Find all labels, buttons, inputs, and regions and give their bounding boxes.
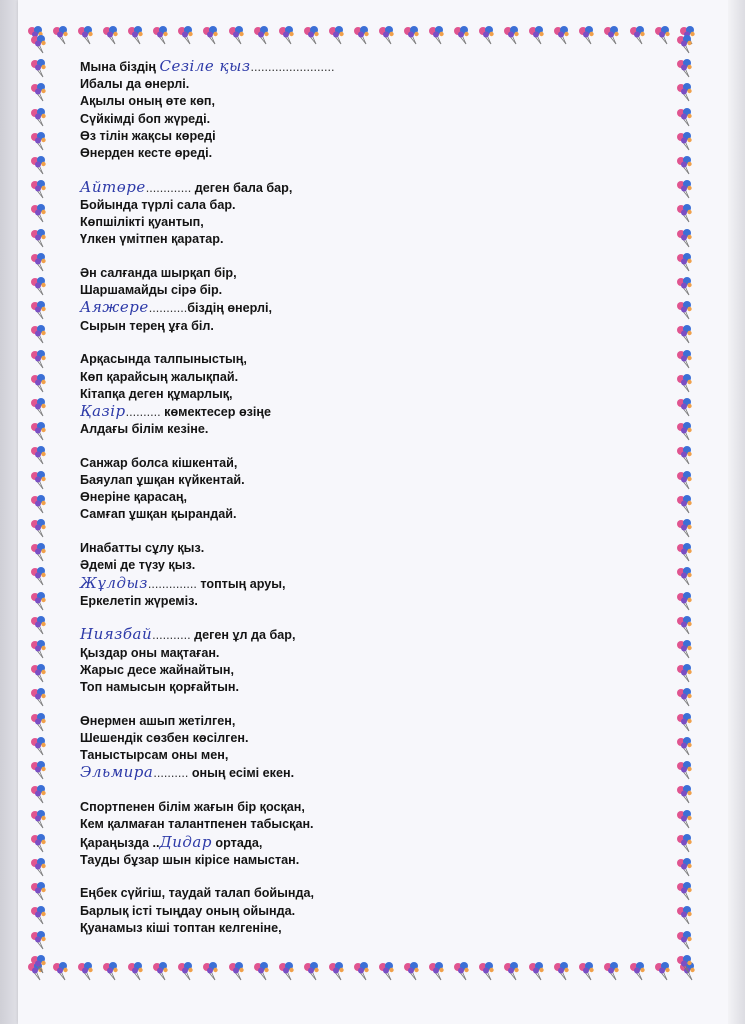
line-prefix: Қараңызда .. <box>80 835 160 850</box>
poem-line: Өнерден кесте өреді. <box>80 146 213 161</box>
balloon-cluster-icon <box>29 542 49 562</box>
poem-stanza <box>80 179 640 249</box>
balloon-cluster-icon <box>327 25 347 45</box>
handwritten-name: Аяжере <box>80 298 149 317</box>
balloon-cluster-icon <box>452 25 472 45</box>
balloon-cluster-icon <box>675 712 695 732</box>
poem-line <box>80 299 640 317</box>
balloon-cluster-icon <box>675 760 695 780</box>
poem-line: Өнермен ашып жетілген, <box>80 713 236 728</box>
balloon-cluster-icon <box>29 300 49 320</box>
balloon-cluster-icon <box>675 397 695 417</box>
balloon-cluster-icon <box>29 712 49 732</box>
balloon-cluster-icon <box>29 131 49 151</box>
balloon-border-right <box>672 34 698 974</box>
balloon-cluster-icon <box>675 494 695 514</box>
poem-line: Кем қалмаған талантпенен табысқан. <box>80 817 314 832</box>
balloon-cluster-icon <box>29 566 49 586</box>
line-suffix: оның есімі екен. <box>188 766 295 781</box>
balloon-cluster-icon <box>552 25 572 45</box>
balloon-cluster-icon <box>151 25 171 45</box>
balloon-cluster-icon <box>29 58 49 78</box>
line-prefix: Мына біздің <box>80 60 160 74</box>
poem-line: Ибалы да өнерлі. <box>80 77 190 92</box>
blank-dots: .............. <box>147 576 197 591</box>
balloon-cluster-icon <box>675 58 695 78</box>
poem-line: Еңбек сүйгіш, таудай талап бойында, <box>80 886 315 901</box>
handwritten-name: Дидар <box>159 832 212 851</box>
balloon-cluster-icon <box>29 470 49 490</box>
poem-line: Ақылы оның өте көп, <box>80 94 216 109</box>
balloon-cluster-icon <box>675 470 695 490</box>
balloon-cluster-icon <box>602 961 622 981</box>
balloon-cluster-icon <box>29 179 49 199</box>
balloon-cluster-icon <box>675 203 695 223</box>
balloon-cluster-icon <box>29 252 49 272</box>
balloon-cluster-icon <box>352 961 372 981</box>
poem-line: Шаршамайды сірә бір. <box>80 283 223 298</box>
balloon-cluster-icon <box>29 203 49 223</box>
balloon-cluster-icon <box>252 25 272 45</box>
poem-stanza <box>80 885 640 937</box>
balloon-cluster-icon <box>675 324 695 344</box>
poem-line: Сүйкімді боп жүреді. <box>80 111 211 126</box>
line-suffix: ортада, <box>211 835 263 850</box>
balloon-cluster-icon <box>675 421 695 441</box>
balloon-cluster-icon <box>227 961 247 981</box>
balloon-cluster-icon <box>201 25 221 45</box>
blank-dots: ........... <box>148 301 188 316</box>
blank-dots: ............. <box>145 180 192 195</box>
poem-line <box>80 834 640 852</box>
balloon-cluster-icon <box>602 25 622 45</box>
poem-line <box>80 626 640 644</box>
balloon-cluster-icon <box>176 961 196 981</box>
poem-stanza <box>80 265 640 335</box>
poem-line: Алдағы білім кезіне. <box>80 422 209 437</box>
handwritten-name: Айтөре <box>80 177 146 196</box>
handwritten-name: Сезіле қыз <box>159 57 251 75</box>
balloon-cluster-icon <box>29 760 49 780</box>
balloon-cluster-icon <box>675 276 695 296</box>
balloon-cluster-icon <box>675 954 695 974</box>
balloon-cluster-icon <box>675 300 695 320</box>
balloon-cluster-icon <box>277 25 297 45</box>
balloon-cluster-icon <box>577 961 597 981</box>
balloon-cluster-icon <box>675 34 695 54</box>
balloon-cluster-icon <box>29 349 49 369</box>
poem-line: Қыздар оны мақтаған. <box>80 645 220 660</box>
balloon-cluster-icon <box>675 445 695 465</box>
balloon-cluster-icon <box>227 25 247 45</box>
balloon-cluster-icon <box>527 25 547 45</box>
balloon-cluster-icon <box>675 736 695 756</box>
balloon-cluster-icon <box>352 25 372 45</box>
balloon-cluster-icon <box>29 954 49 974</box>
page-right-edge <box>728 0 745 1024</box>
poem-line: Көпшілікті қуантып, <box>80 215 204 230</box>
balloon-cluster-icon <box>675 518 695 538</box>
poem-line: Жарыс десе жайнайтын, <box>80 662 235 677</box>
balloon-cluster-icon <box>628 25 648 45</box>
balloon-cluster-icon <box>327 961 347 981</box>
balloon-cluster-icon <box>29 276 49 296</box>
balloon-cluster-icon <box>502 961 522 981</box>
balloon-cluster-icon <box>29 445 49 465</box>
poem-line: Тауды бұзар шын кірісе намыстан. <box>80 852 300 867</box>
poem-line: Барлық істі тыңдау оның ойында. <box>80 903 296 918</box>
poem-line: Үлкен үмітпен қаратар. <box>80 232 224 247</box>
balloon-cluster-icon <box>101 961 121 981</box>
balloon-cluster-icon <box>29 155 49 175</box>
balloon-cluster-icon <box>29 324 49 344</box>
balloon-cluster-icon <box>675 349 695 369</box>
poem-line: Самғап ұшқан қырандай. <box>80 507 237 522</box>
balloon-cluster-icon <box>29 857 49 877</box>
balloon-cluster-icon <box>29 639 49 659</box>
balloon-cluster-icon <box>477 961 497 981</box>
balloon-cluster-icon <box>552 961 572 981</box>
handwritten-name: Ниязбай <box>80 625 153 644</box>
line-suffix: деген ұл да бар, <box>190 628 296 643</box>
line-suffix: топтың аруы, <box>196 576 286 591</box>
balloon-cluster-icon <box>51 25 71 45</box>
balloon-cluster-icon <box>29 107 49 127</box>
balloon-cluster-icon <box>377 25 397 45</box>
poem-line: Бойында түрлі сала бар. <box>80 197 236 212</box>
poem-line: Шешендік сөзбен көсілген. <box>80 731 249 745</box>
balloon-cluster-icon <box>29 615 49 635</box>
poem-line: Инабатты сұлу қыз. <box>80 541 205 556</box>
poem-stanza <box>80 540 640 610</box>
balloon-cluster-icon <box>29 784 49 804</box>
balloon-cluster-icon <box>76 25 96 45</box>
balloon-cluster-icon <box>151 961 171 981</box>
balloon-cluster-icon <box>29 809 49 829</box>
balloon-border-top <box>26 22 698 48</box>
balloon-border-left <box>26 34 52 974</box>
balloon-cluster-icon <box>29 34 49 54</box>
balloon-cluster-icon <box>628 961 648 981</box>
poem-line: Арқасында талпыныстың, <box>80 352 247 367</box>
balloon-cluster-icon <box>377 961 397 981</box>
balloon-cluster-icon <box>29 591 49 611</box>
poem-line: Топ намысын қорғайтын. <box>80 680 239 695</box>
poem-line <box>80 179 640 197</box>
poem-line: Сырын терең ұға біл. <box>80 318 214 333</box>
line-suffix: көмектесер өзіңе <box>160 404 272 419</box>
blank-dots: ........................ <box>250 60 335 74</box>
balloon-cluster-icon <box>675 179 695 199</box>
balloon-cluster-icon <box>675 107 695 127</box>
balloon-cluster-icon <box>675 930 695 950</box>
balloon-cluster-icon <box>427 961 447 981</box>
balloon-cluster-icon <box>675 784 695 804</box>
balloon-cluster-icon <box>675 809 695 829</box>
blank-dots: .......... <box>153 766 189 781</box>
balloon-cluster-icon <box>29 687 49 707</box>
line-suffix: біздің өнерлі, <box>187 301 273 316</box>
balloon-cluster-icon <box>653 25 673 45</box>
balloon-cluster-icon <box>302 961 322 981</box>
poem-line: Спортпенен білім жағын бір қосқан, <box>80 800 305 815</box>
poem-line <box>80 764 640 782</box>
poem-line: Өнеріне қарасаң, <box>80 490 187 505</box>
balloon-cluster-icon <box>452 961 472 981</box>
poem-line: Еркелетіп жүреміз. <box>80 593 198 608</box>
balloon-cluster-icon <box>29 833 49 853</box>
balloon-cluster-icon <box>675 373 695 393</box>
balloon-cluster-icon <box>29 373 49 393</box>
poem-line: Өз тілін жақсы көреді <box>80 128 216 143</box>
balloon-cluster-icon <box>29 881 49 901</box>
balloon-cluster-icon <box>252 961 272 981</box>
balloon-cluster-icon <box>675 857 695 877</box>
balloon-cluster-icon <box>51 961 71 981</box>
balloon-cluster-icon <box>29 397 49 417</box>
balloon-cluster-icon <box>675 639 695 659</box>
poem-stanza <box>80 58 640 162</box>
balloon-cluster-icon <box>29 494 49 514</box>
balloon-cluster-icon <box>402 25 422 45</box>
poem-line <box>80 575 640 593</box>
balloon-cluster-icon <box>29 82 49 102</box>
handwritten-name: Жұлдыз <box>80 573 148 592</box>
balloon-cluster-icon <box>502 25 522 45</box>
poem-stanza <box>80 351 640 438</box>
handwritten-name: Эльмира <box>80 763 154 782</box>
poem-stanza <box>80 626 640 696</box>
balloon-cluster-icon <box>101 25 121 45</box>
poem-line: Кітапқа деген құмарлық, <box>80 386 233 401</box>
poem-line: Көп қарайсың жалықпай. <box>80 369 239 384</box>
balloon-cluster-icon <box>675 566 695 586</box>
poem-line: Таныстырсам оны мен, <box>80 748 229 763</box>
balloon-cluster-icon <box>675 881 695 901</box>
balloon-cluster-icon <box>675 591 695 611</box>
balloon-cluster-icon <box>427 25 447 45</box>
poem-line: Санжар болса кішкентай, <box>80 455 238 470</box>
balloon-cluster-icon <box>675 687 695 707</box>
balloon-cluster-icon <box>577 25 597 45</box>
balloon-cluster-icon <box>176 25 196 45</box>
balloon-cluster-icon <box>126 25 146 45</box>
balloon-cluster-icon <box>675 228 695 248</box>
balloon-cluster-icon <box>29 518 49 538</box>
balloon-cluster-icon <box>29 930 49 950</box>
balloon-border-bottom <box>26 958 698 984</box>
blank-dots: ........... <box>152 628 191 643</box>
balloon-cluster-icon <box>402 961 422 981</box>
poem-stanza <box>80 799 640 869</box>
balloon-cluster-icon <box>29 905 49 925</box>
poem-stanza <box>80 455 640 524</box>
line-suffix: деген бала бар, <box>191 180 293 195</box>
balloon-cluster-icon <box>675 615 695 635</box>
balloon-cluster-icon <box>29 736 49 756</box>
balloon-cluster-icon <box>675 82 695 102</box>
balloon-cluster-icon <box>527 961 547 981</box>
balloon-cluster-icon <box>76 961 96 981</box>
poem-line <box>80 58 640 76</box>
poem-line: Баяулап ұшқан күйкентай. <box>80 473 245 488</box>
poem-line: Әдемі де түзу қыз. <box>80 558 196 573</box>
poem-line: Қуанамыз кіші топтан келгеніне, <box>80 920 282 935</box>
handwritten-name: Қазір <box>80 401 126 420</box>
balloon-cluster-icon <box>675 542 695 562</box>
balloon-cluster-icon <box>653 961 673 981</box>
balloon-cluster-icon <box>302 25 322 45</box>
balloon-cluster-icon <box>29 421 49 441</box>
balloon-cluster-icon <box>126 961 146 981</box>
blank-dots: .......... <box>125 404 161 419</box>
balloon-cluster-icon <box>675 252 695 272</box>
balloon-cluster-icon <box>675 663 695 683</box>
poem-line <box>80 403 640 421</box>
balloon-cluster-icon <box>675 905 695 925</box>
poem-text <box>80 58 640 954</box>
balloon-cluster-icon <box>477 25 497 45</box>
balloon-cluster-icon <box>675 833 695 853</box>
balloon-cluster-icon <box>277 961 297 981</box>
poem-stanza <box>80 713 640 783</box>
balloon-cluster-icon <box>29 228 49 248</box>
balloon-cluster-icon <box>675 131 695 151</box>
balloon-cluster-icon <box>675 155 695 175</box>
balloon-cluster-icon <box>201 961 221 981</box>
poem-line: Ән салғанда шырқап бір, <box>80 266 237 281</box>
balloon-cluster-icon <box>29 663 49 683</box>
